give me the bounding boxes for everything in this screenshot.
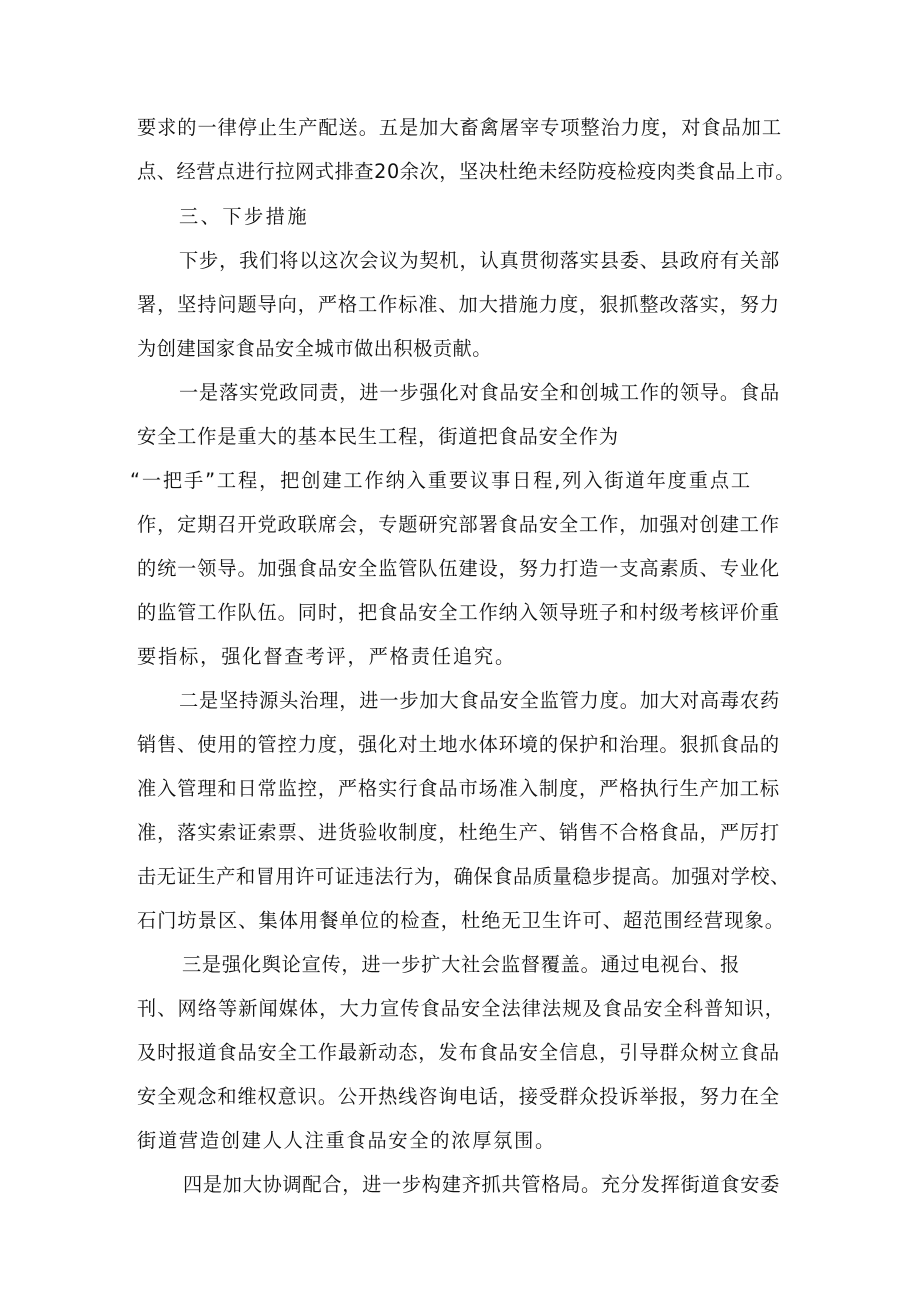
text-line: 作，定期召开党政联席会，专题研究部署食品安全工作，加强对创建工作: [137, 513, 780, 536]
text-line: “一把手”工程，把创建工作纳入重要议事日程,列入街道年度重点工: [130, 469, 752, 492]
text-line: 一是落实党政同责，进一步强化对食品安全和创城工作的领导。食品: [179, 381, 780, 404]
text-line: 署，坚持问题导向，严格工作标准、加大措施力度，狠抓整改落实，努力: [137, 293, 780, 316]
text-line: 三是强化舆论宣传，进一步扩大社会监督覆盖。通过电视台、报: [182, 953, 740, 976]
text-line: 的监管工作队伍。同时，把食品安全工作纳入领导班子和村级考核评价重: [137, 601, 780, 624]
text-line: 安全观念和维权意识。公开热线咨询电话，接受群众投诉举报，努力在全: [137, 1085, 780, 1108]
text-line: 下步，我们将以这次会议为契机，认真贯彻落实县委、县政府有关部: [179, 249, 780, 272]
text-line: 刊、网络等新闻媒体，大力宣传食品安全法律法规及食品安全科普知识，: [137, 997, 785, 1020]
text-line: 石门坊景区、集体用餐单位的检查，杜绝无卫生许可、超范围经营现象。: [137, 909, 785, 932]
text-line: 点、经营点进行拉网式排查20余次，坚决杜绝未经防疫检疫肉类食品上市。: [137, 160, 795, 183]
text-line: 准，落实索证索票、进货验收制度，杜绝生产、销售不合格食品，严厉打: [137, 821, 780, 844]
text-line: 及时报道食品安全工作最新动态，发布食品安全信息，引导群众树立食品: [137, 1041, 780, 1064]
text-line: 击无证生产和冒用许可证违法行为，确保食品质量稳步提高。加强对学校、: [137, 865, 790, 888]
text-line: 四是加大协调配合，进一步构建齐抓共管格局。充分发挥街道食安委: [183, 1173, 780, 1196]
text-line: 街道营造创建人人注重食品安全的浓厚氛围。: [137, 1129, 556, 1152]
text-line: 二是坚持源头治理，进一步加大食品安全监管力度。加大对高毒农药: [179, 689, 780, 712]
text-line: 为创建国家食品安全城市做出积极贡献。: [137, 337, 492, 360]
section-heading: 三、下步措施: [179, 205, 309, 228]
text-line: 的统一领导。加强食品安全监管队伍建设，努力打造一支高素质、专业化: [137, 557, 780, 580]
text-line: 安全工作是重大的基本民生工程，街道把食品安全作为: [137, 425, 619, 448]
text-line: 要求的一律停止生产配送。五是加大畜禽屠宰专项整治力度，对食品加工: [137, 116, 782, 139]
text-line: 准入管理和日常监控，严格实行食品市场准入制度，严格执行生产加工标: [137, 777, 780, 800]
text-line: 销售、使用的管控力度，强化对土地水体环境的保护和治理。狠抓食品的: [137, 733, 780, 756]
text-line: 要指标，强化督查考评，严格责任追究。: [137, 645, 516, 668]
